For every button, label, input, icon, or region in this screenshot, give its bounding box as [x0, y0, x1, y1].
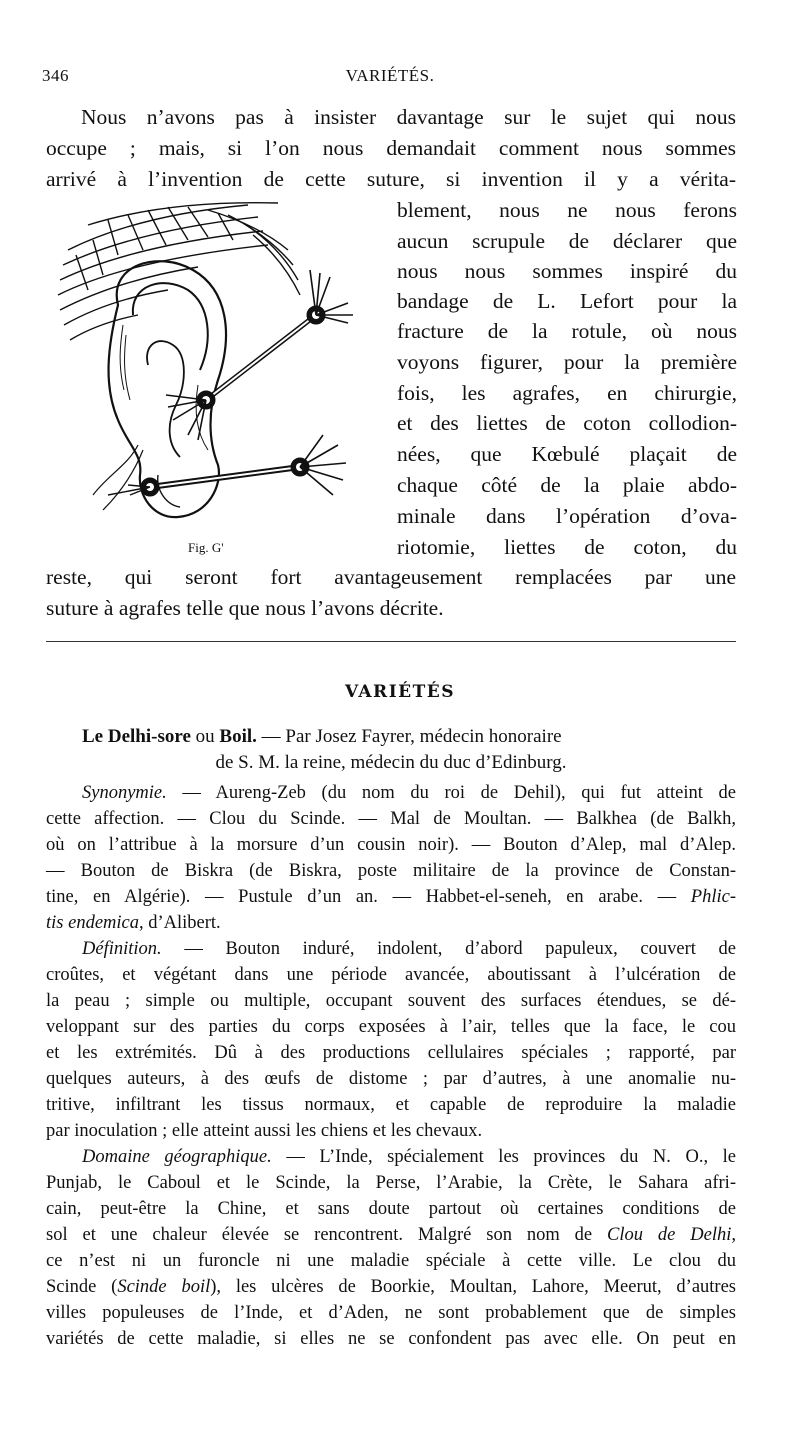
body-line	[46, 1274, 736, 1300]
paragraph-line: reste, qui seront fort avantageusement remplacées par une	[46, 565, 736, 589]
section-title: VARIÉTÉS	[345, 682, 455, 702]
body-line: veloppant sur des parties du corps exposées à l’air, telles que la face, le cou	[46, 1017, 736, 1037]
lower-suture	[108, 435, 346, 496]
body-line: Punjab, le Caboul et le Scinde, la Perse, l’Arabie, la Crète, le Sahara afri-	[46, 1173, 736, 1193]
article-byline: — Par Josez Fayrer, médecin honoraire	[256, 726, 562, 747]
body-line: tritive, infiltrant les tissus normaux, et capable de reproduire la maladie	[46, 1095, 736, 1115]
paragraph-line: riotomie, liettes de coton, du	[397, 535, 737, 559]
paragraph-line: minale dans l’opération d’ova-	[397, 504, 737, 528]
paragraph-line: voyons figurer, pour la première	[397, 350, 737, 374]
body-line: où on l’attribue à la morsure d’un cousin noir). — Bouton d’Alep, mal d’Alep.	[46, 835, 736, 855]
body-line: la peau ; simple ou multiple, occupant souvent des surfaces étendues, se dé-	[46, 991, 736, 1011]
paragraph-line: bandage de L. Lefort pour la	[397, 289, 737, 313]
paragraph-line: chaque côté de la plaie abdo-	[397, 473, 737, 497]
body-line: villes populeuses de l’Inde, et d’Aden, ne sont probablement que de simples	[46, 1303, 736, 1323]
body-line: par inoculation ; elle atteint aussi les chiens et les chevaux.	[46, 1121, 483, 1141]
article-heading	[46, 724, 736, 750]
body-line: croûtes, et végétant dans une période avancée, aboutissant à l’ulcération de	[46, 965, 736, 985]
body-text-italic: Clou de Delhi,	[592, 1225, 736, 1245]
domaine-label: Domaine géographique.	[82, 1147, 272, 1167]
paragraph-line: aucun scrupule de déclarer que	[397, 229, 737, 253]
body-line: quelques auteurs, à des œufs de distome ; par d’autres, à une anomalie nu-	[46, 1069, 736, 1089]
body-line	[46, 910, 736, 936]
body-line	[46, 780, 736, 806]
paragraph-line: suture à agrafes telle que nous l’avons décrite.	[46, 596, 444, 620]
body-text-italic: Phlic-	[676, 887, 737, 907]
figure-caption: Fig. G'	[188, 540, 224, 555]
ear-suture-illustration	[48, 195, 368, 535]
body-text: — L’Inde, spécialement les provinces du N. O., le	[271, 1147, 736, 1167]
paragraph-line: fracture de la rotule, où nous	[397, 319, 737, 343]
paragraph-line: nous nous sommes inspiré du	[397, 259, 737, 283]
article-title-or: ou	[190, 726, 220, 747]
hair-strokes	[58, 203, 300, 340]
paragraph-line: nées, que Kœbulé plaçait de	[397, 442, 737, 466]
running-title: VARIÉTÉS.	[345, 66, 435, 85]
body-text: — Bouton induré, indolent, d’abord papuleux, couvert de	[161, 939, 736, 959]
running-header	[42, 62, 738, 92]
body-text: Scinde (	[46, 1277, 118, 1297]
paragraph-line: arrivé à l’invention de cette suture, si invention il y a vérita-	[46, 167, 736, 191]
body-line: ce n’est ni un furoncle ni une maladie spéciale à cette ville. Le clou du	[46, 1251, 736, 1271]
body-line	[46, 1222, 736, 1248]
article-title: Le Delhi-sore	[82, 726, 191, 747]
body-text: , d’Alibert.	[139, 913, 221, 933]
paragraph-line: Nous n’avons pas à insister davantage sur le sujet qui nous	[81, 105, 736, 129]
body-text: ), les ulcères de Boorkie, Moultan, Lahore, Meerut, d’autres	[210, 1277, 737, 1297]
body-line	[46, 936, 736, 962]
body-text-italic: Scinde boil	[117, 1277, 211, 1297]
body-text: tine, en Algérie). — Pustule d’un an. — Habbet-el-seneh, en arabe. —	[46, 887, 677, 907]
body-text-italic: tis endemica	[46, 913, 139, 933]
section-divider	[46, 641, 736, 642]
definition-label: Définition.	[82, 939, 162, 959]
body-line: variétés de cette maladie, si elles ne se confondent pas avec elle. On peut en	[46, 1329, 736, 1349]
body-line	[46, 884, 736, 910]
paragraph-line: fois, les agrafes, en chirurgie,	[397, 381, 737, 405]
article-byline-cont: de S. M. la reine, médecin du duc d’Edinburg.	[215, 752, 567, 773]
page-number: 346	[42, 66, 69, 85]
article-title-alt: Boil.	[219, 726, 257, 747]
body-line: et les extrémités. Dû à des productions cellulaires spéciales ; rapporté, par	[46, 1043, 736, 1063]
body-line: — Bouton de Biskra (de Biskra, poste militaire de la province de Constan-	[46, 861, 736, 881]
paragraph-line: blement, nous ne nous ferons	[397, 198, 737, 222]
synonymie-label: Synonymie.	[82, 783, 167, 803]
body-line: cain, peut-être la Chine, et sans doute partout où certaines conditions de	[46, 1199, 736, 1219]
body-text: — Aureng-Zeb (du nom du roi de Dehil), qui fut atteint de	[166, 783, 736, 803]
body-text: sol et une chaleur élevée se rencontrent. Malgré son nom de	[46, 1225, 593, 1245]
paragraph-line: occupe ; mais, si l’on nous demandait comment nous sommes	[46, 136, 736, 160]
paragraph-line: et des liettes de coton collodion-	[397, 411, 737, 435]
body-line: cette affection. — Clou du Scinde. — Mal de Moultan. — Balkhea (de Balkh,	[46, 809, 736, 829]
body-line	[46, 1144, 736, 1170]
